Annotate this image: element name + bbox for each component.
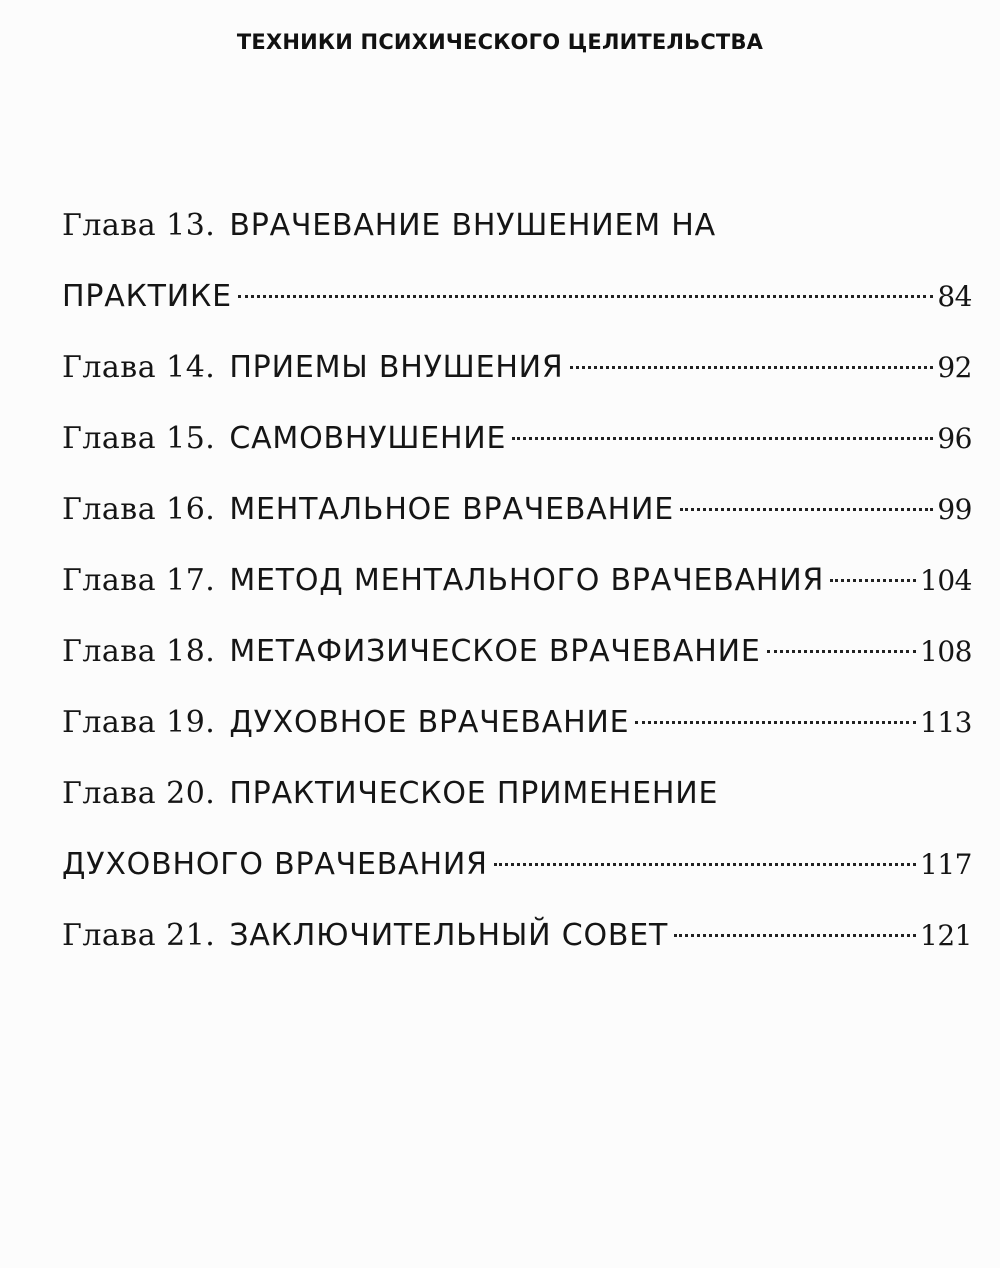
toc-line: [62, 545, 972, 616]
chapter-number: Глава 18.: [62, 634, 216, 669]
toc-entry-20: [62, 758, 972, 900]
chapter-title: ПРИЕМЫ ВНУШЕНИЯ: [229, 350, 564, 385]
page-number: 121: [920, 919, 972, 952]
dot-leader: [767, 650, 916, 653]
running-head: ТЕХНИКИ ПСИХИЧЕСКОГО ЦЕЛИТЕЛЬСТВА: [236, 30, 764, 54]
chapter-title: МЕТАФИЗИЧЕСКОЕ ВРАЧЕВАНИЕ: [229, 634, 761, 669]
dot-leader: [635, 721, 916, 724]
page-number: 104: [920, 564, 972, 597]
chapter-title: САМОВНУШЕНИЕ: [229, 421, 507, 456]
toc-entry-17: [62, 545, 972, 616]
chapter-number: Глава 19.: [62, 705, 216, 740]
toc-entry-15: [62, 403, 972, 474]
page-number: 117: [920, 848, 972, 881]
chapter-title: ВРАЧЕВАНИЕ ВНУШЕНИЕМ НА: [229, 208, 716, 243]
dot-leader: [680, 508, 933, 511]
toc-entry-13: [62, 190, 972, 332]
chapter-number: Глава 13.: [62, 208, 216, 243]
toc-line: [62, 758, 972, 829]
chapter-number: Глава 14.: [62, 350, 216, 385]
page-number: 92: [937, 351, 972, 384]
toc-line: [62, 403, 972, 474]
toc-line: [62, 190, 972, 261]
toc-line: [62, 829, 972, 900]
toc-entry-18: [62, 616, 972, 687]
chapter-title: ПРАКТИЧЕСКОЕ ПРИМЕНЕНИЕ: [229, 776, 719, 811]
toc-line: [62, 261, 972, 332]
page-number: 96: [937, 422, 972, 455]
chapter-title: ДУХОВНОЕ ВРАЧЕВАНИЕ: [229, 705, 630, 740]
table-of-contents: [62, 190, 972, 971]
chapter-title: МЕТОД МЕНТАЛЬНОГО ВРАЧЕВАНИЯ: [229, 563, 825, 598]
chapter-title: ЗАКЛЮЧИТЕЛЬНЫЙ СОВЕТ: [229, 918, 669, 953]
dot-leader: [674, 934, 916, 937]
chapter-title: МЕНТАЛЬНОЕ ВРАЧЕВАНИЕ: [229, 492, 674, 527]
chapter-number: Глава 20.: [62, 776, 216, 811]
chapter-title-continued: ДУХОВНОГО ВРАЧЕВАНИЯ: [62, 847, 488, 882]
dot-leader: [830, 579, 916, 582]
page-number: 84: [937, 280, 972, 313]
chapter-number: Глава 16.: [62, 492, 216, 527]
chapter-number: Глава 17.: [62, 563, 216, 598]
toc-entry-21: [62, 900, 972, 971]
page-number: 108: [920, 635, 972, 668]
toc-entry-14: [62, 332, 972, 403]
dot-leader: [238, 295, 933, 298]
chapter-number: Глава 15.: [62, 421, 216, 456]
toc-line: [62, 474, 972, 545]
toc-entry-19: [62, 687, 972, 758]
dot-leader: [512, 437, 933, 440]
page-number: 113: [920, 706, 972, 739]
dot-leader: [570, 366, 934, 369]
toc-line: [62, 616, 972, 687]
toc-line: [62, 687, 972, 758]
chapter-title-continued: ПРАКТИКЕ: [62, 279, 232, 314]
chapter-number: Глава 21.: [62, 918, 216, 953]
page-number: 99: [937, 493, 972, 526]
toc-line: [62, 900, 972, 971]
dot-leader: [494, 863, 916, 866]
toc-line: [62, 332, 972, 403]
toc-entry-16: [62, 474, 972, 545]
